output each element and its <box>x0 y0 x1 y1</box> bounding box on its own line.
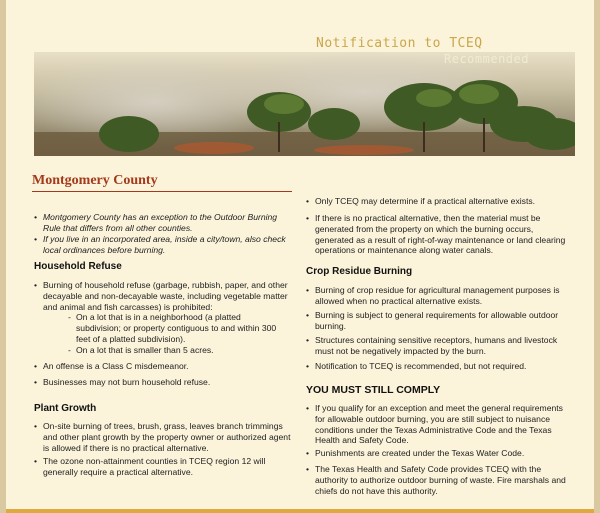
plant-bullet-1: • On-site burning of trees, brush, grass, leaves branch trimmings and other plant growth by the property owner or authorized agent is allowed if there is no practical alternative. <box>34 421 293 453</box>
notification-title: Notification to TCEQ <box>316 36 483 51</box>
household-bullet-2: • An offense is a Class C misdemeanor. <box>34 361 293 372</box>
comply-heading: YOU MUST STILL COMPLY <box>306 384 441 396</box>
household-bullet-1: • Burning of household refuse (garbage, rubbish, paper, and other decayable and non-decayable waste, including vegetable matter and animal and fish carcasses) is prohibited: <box>34 280 293 312</box>
crop-heading: Crop Residue Burning <box>306 266 413 277</box>
recommended-subtitle: Recommended <box>444 52 529 66</box>
plant-bullet-2: • The ozone non-attainment counties in TCEQ region 12 will generally require a practical alternative. <box>34 456 293 478</box>
right-top-item-1: • Only TCEQ may determine if a practical alternative exists. <box>306 196 571 207</box>
crop-item-3: • Structures containing sensitive receptors, humans and livestock must not be negatively impacted by the burn. <box>306 335 571 357</box>
household-heading: Household Refuse <box>34 261 122 272</box>
intro-item-1: • Montgomery County has an exception to the Outdoor Burning Rule that differs from all other counties. <box>34 212 293 234</box>
household-bullet-3: • Businesses may not burn household refuse. <box>34 377 293 388</box>
household-sub-1: - On a lot that is in a neighborhood (a platted subdivision; or property contiguous to and within 300 feet of a platted subdivision). <box>68 312 288 344</box>
brochure-page <box>6 0 594 513</box>
right-column <box>306 0 571 513</box>
left-column <box>34 0 292 513</box>
comply-item-3: • The Texas Health and Safety Code provides TCEQ with the authority to authorize outdoor burning of waste. Fire marshals and chiefs do not have this authority. <box>306 464 571 496</box>
crop-item-4: • Notification to TCEQ is recommended, but not required. <box>306 361 571 372</box>
comply-item-2: • Punishments are created under the Texas Water Code. <box>306 448 571 459</box>
comply-item-1: • If you qualify for an exception and meet the general requirements for allowable outdoor burning, you are still subject to nuisance conditions under the Texas Administrative Code and the Texas Health and Safety Code. <box>306 403 571 446</box>
right-top-item-2: • If there is no practical alternative, then the material must be generated from the property on which the burning occurs, generated as a result of right-of-way maintenance or land clearing operations or maintenance along water canals. <box>306 213 571 256</box>
intro-item-2: • If you live in an incorporated area, inside a city/town, also check local ordinances before burning. <box>34 234 293 256</box>
footer-accent-bar <box>6 509 594 513</box>
crop-item-1: • Burning of crop residue for agricultural management purposes is allowed when no practical alternative exists. <box>306 285 571 307</box>
household-sub-2: - On a lot that is smaller than 5 acres. <box>68 345 288 356</box>
plant-heading: Plant Growth <box>34 403 97 414</box>
county-title: Montgomery County <box>32 173 158 188</box>
crop-item-2: • Burning is subject to general requirements for allowable outdoor burning. <box>306 310 571 332</box>
